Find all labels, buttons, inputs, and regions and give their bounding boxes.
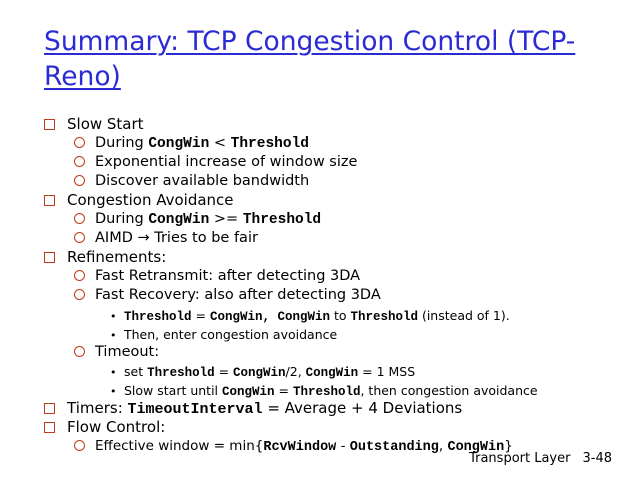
sub-bullet-fast-retransmit: Fast Retransmit: after detecting 3DA — [74, 267, 360, 286]
sub-bullet-during: During CongWin < Threshold — [74, 134, 309, 154]
arrow-right-icon: → — [137, 230, 150, 246]
sub-bullet-discover: Discover available bandwidth — [74, 172, 309, 191]
sub-sub-bullet-slow-start-until: • Slow start until CongWin = Threshold, then congestion avoidance — [110, 383, 538, 399]
sub-sub-bullet-set-threshold: • set Threshold = CongWin/2, CongWin = 1 MSS — [110, 364, 416, 380]
sub-bullet-exponential: Exponential increase of window size — [74, 153, 357, 172]
dot-bullet-icon: • — [110, 310, 117, 323]
page-number: 3-48 — [582, 451, 612, 466]
circle-bullet-icon — [74, 346, 85, 357]
square-bullet-icon — [44, 195, 55, 206]
circle-bullet-icon — [74, 137, 85, 148]
sub-sub-bullet-threshold: • Threshold = CongWin, CongWin to Threshold (instead of 1). — [110, 308, 510, 324]
sub-bullet-during-ca: During CongWin >= Threshold — [74, 210, 321, 230]
bullet-timers: Timers: TimeoutInterval = Average + 4 Deviations — [44, 399, 462, 419]
dot-bullet-icon: • — [110, 385, 117, 398]
sub-bullet-aimd: AIMD → Tries to be fair — [74, 229, 258, 248]
circle-bullet-icon — [74, 156, 85, 167]
square-bullet-icon — [44, 403, 55, 414]
bullet-slow-start: Slow Start — [44, 115, 144, 134]
dot-bullet-icon: • — [110, 366, 117, 379]
sub-bullet-effective-window: Effective window = min{RcvWindow - Outstanding, CongWin} — [74, 437, 513, 457]
circle-bullet-icon — [74, 270, 85, 281]
bullet-refinements: Refinements: — [44, 248, 166, 267]
circle-bullet-icon — [74, 232, 85, 243]
dot-bullet-icon: • — [110, 329, 117, 342]
circle-bullet-icon — [74, 289, 85, 300]
square-bullet-icon — [44, 252, 55, 263]
slide-title: Summary: TCP Congestion Control (TCP-Reno) — [44, 26, 576, 92]
bullet-flow-control: Flow Control: — [44, 418, 165, 437]
circle-bullet-icon — [74, 213, 85, 224]
square-bullet-icon — [44, 119, 55, 130]
bullet-congestion-avoidance: Congestion Avoidance — [44, 191, 234, 210]
square-bullet-icon — [44, 422, 55, 433]
footer-section: Transport Layer — [469, 451, 571, 466]
sub-bullet-timeout: Timeout: — [74, 343, 159, 362]
sub-sub-bullet-enter-ca: • Then, enter congestion avoidance — [110, 325, 337, 345]
circle-bullet-icon — [74, 440, 85, 451]
circle-bullet-icon — [74, 175, 85, 186]
slide-footer — [469, 451, 612, 467]
sub-bullet-fast-recovery: Fast Recovery: also after detecting 3DA — [74, 286, 381, 305]
